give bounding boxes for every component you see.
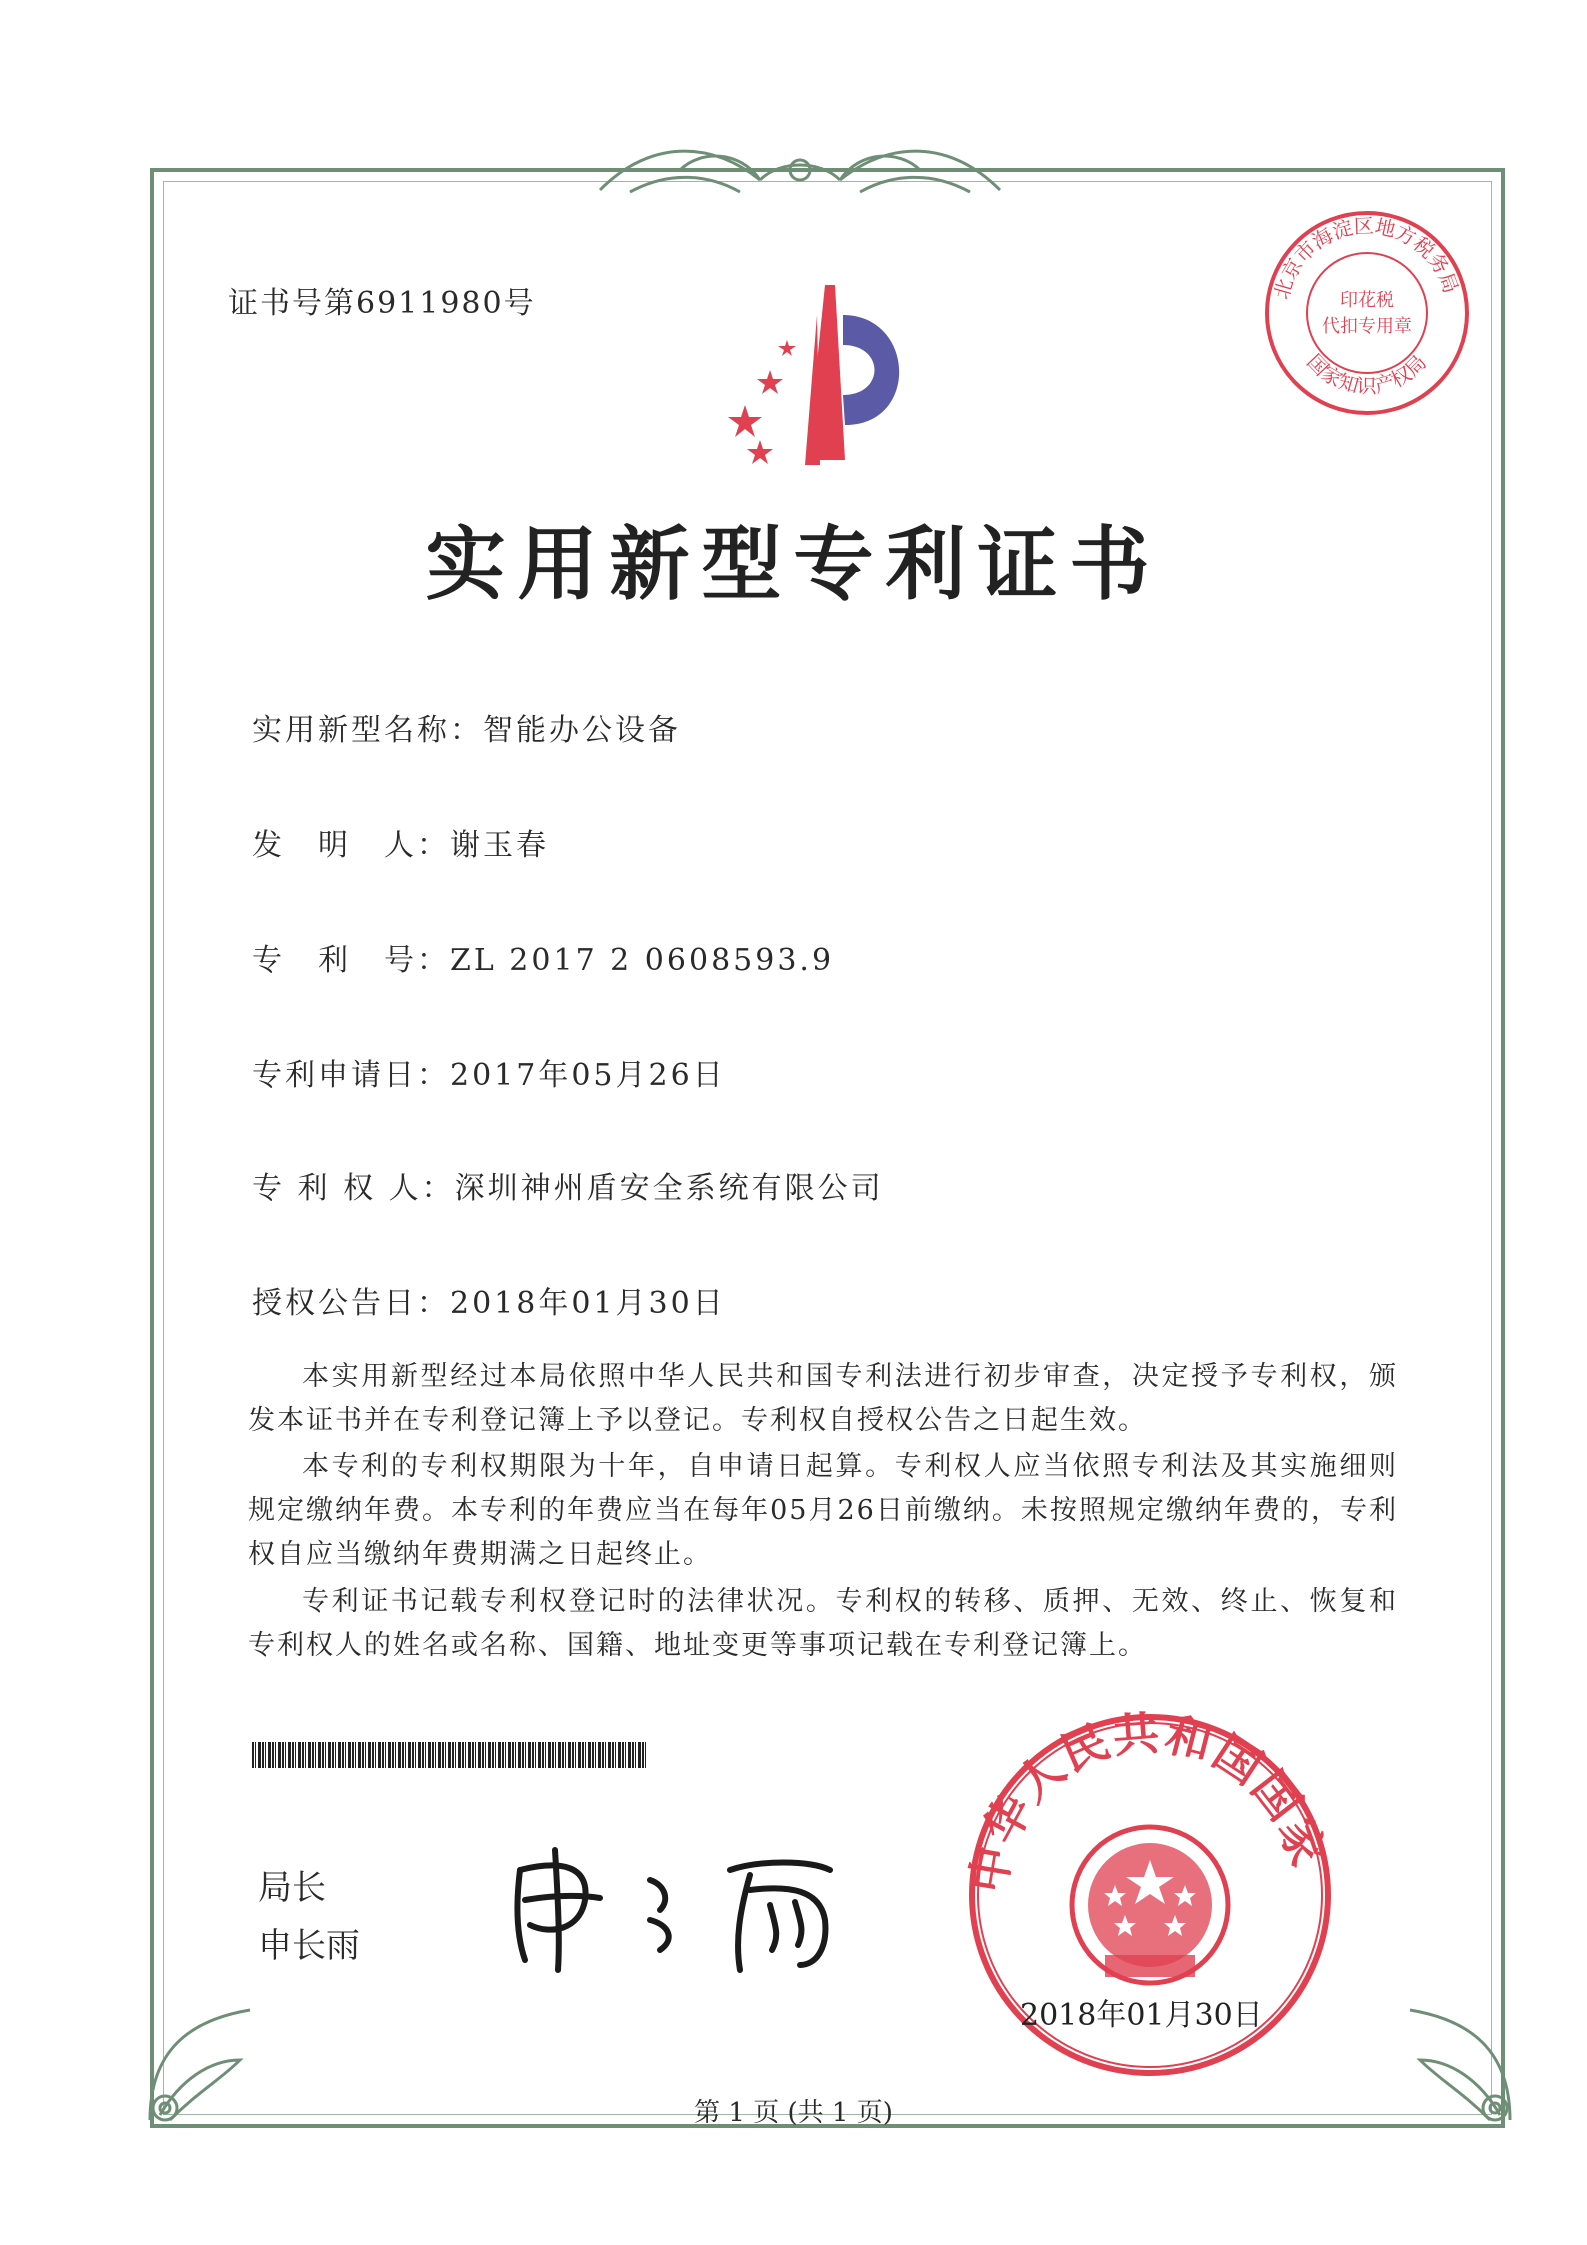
field-label: 实用新型名称： <box>252 713 483 748</box>
field-value: 智能办公设备 <box>483 713 681 748</box>
tax-stamp <box>1262 208 1472 418</box>
field-value: ZL 2017 2 0608593.9 <box>450 943 835 978</box>
field-label: 专 利 号： <box>252 943 450 978</box>
cnipa-logo-icon <box>705 275 955 475</box>
tax-stamp-bottom-text: 国家知识产权局 <box>1302 349 1432 399</box>
paragraph-term: 本专利的专利权期限为十年，自申请日起算。专利权人应当依照专利法及其实施细则规定缴纳年费。本专利的年费应当在每年05月26日前缴纳。未按照规定缴纳年费的，专利权自应当缴纳年费期满之日起终止。 <box>248 1451 1398 1570</box>
paragraph-examination: 本实用新型经过本局依照中华人民共和国专利法进行初步审查，决定授予专利权，颁发本证书并在专利登记簿上予以登记。专利权自授权公告之日起生效。 <box>248 1361 1398 1436</box>
field-grant-date <box>252 1278 726 1322</box>
page-number: 第 1 页 (共 1 页) <box>694 2098 893 2128</box>
svg-text:北京市海淀区地方税务局 <box>1269 214 1463 302</box>
field-value: 深圳神州盾安全系统有限公司 <box>454 1171 884 1206</box>
tax-stamp-ring-icon <box>1262 208 1472 418</box>
director-name: 申长雨 <box>258 1926 360 1966</box>
tax-stamp-center-line2: 代扣专用章 <box>1322 316 1412 337</box>
certificate-title: 实用新型专利证书 <box>425 517 1162 611</box>
barcode <box>252 1742 647 1768</box>
field-value: 谢玉春 <box>450 828 549 863</box>
official-seal-ring-text: 中华人民共和国国家 <box>965 1710 1335 1897</box>
field-label: 专 利 权 人： <box>252 1171 455 1206</box>
field-label: 授权公告日： <box>252 1286 450 1321</box>
top-ornament-icon <box>590 130 1010 210</box>
director-title: 局长 <box>258 1868 326 1908</box>
field-label: 专利申请日： <box>252 1058 450 1093</box>
official-seal-date: 2018年01月30日 <box>1020 1998 1263 2033</box>
field-patentee <box>252 1163 884 1207</box>
tax-stamp-center-line1: 印花税 <box>1340 290 1394 311</box>
tax-stamp-ring-text: 北京市海淀区地方税务局 <box>1269 213 1464 302</box>
field-utility-model-name <box>252 705 681 749</box>
field-application-date <box>252 1050 726 1094</box>
field-patent-number <box>252 935 834 979</box>
field-value: 2018年01月30日 <box>450 1286 726 1321</box>
signature-icon <box>500 1830 860 1980</box>
field-inventor <box>252 820 549 864</box>
field-value: 2017年05月26日 <box>450 1058 726 1093</box>
national-emblem-icon <box>1072 1827 1228 1983</box>
certificate-number: 证书号第6911980号 <box>228 286 536 321</box>
paragraph-legal-status: 专利证书记载专利权登记时的法律状况。专利权的转移、质押、无效、终止、恢复和专利权人的姓名或名称、国籍、地址变更等事项记载在专利登记簿上。 <box>248 1586 1398 1661</box>
field-label: 发 明 人： <box>252 828 450 863</box>
